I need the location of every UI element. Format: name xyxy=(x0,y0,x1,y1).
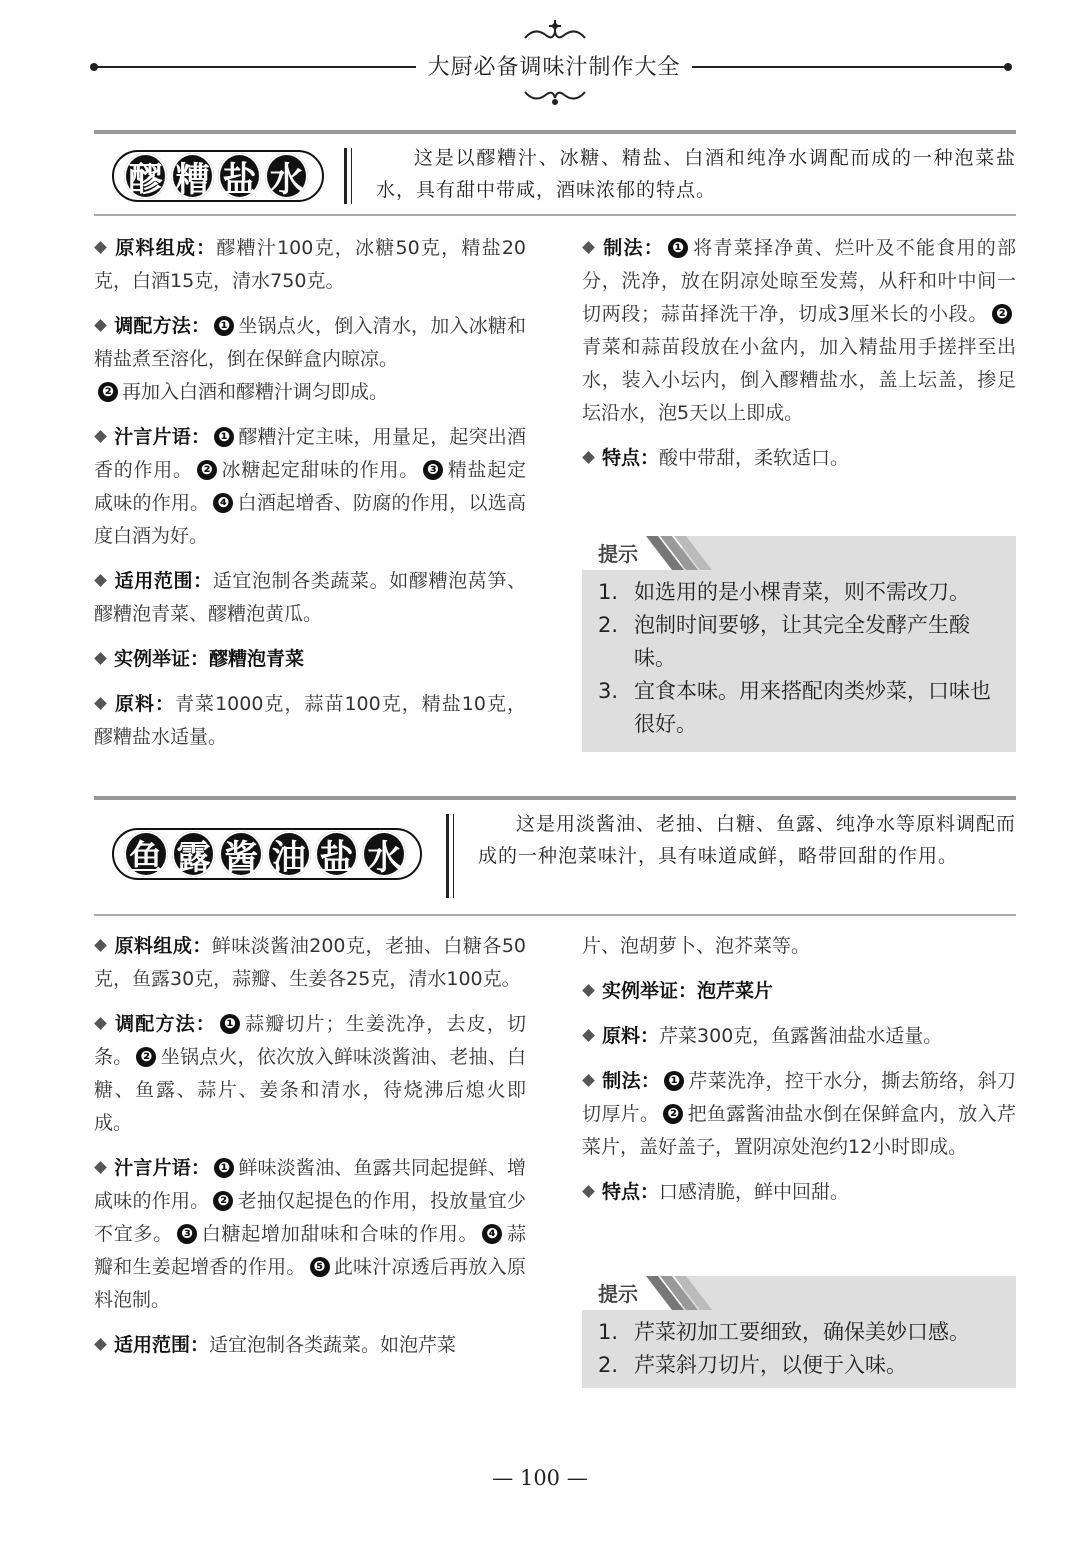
tip-stripes-icon xyxy=(646,1276,716,1310)
section1-top-rule xyxy=(94,130,1016,134)
feature-text: 口感清脆，鲜中回甜。 xyxy=(659,1181,850,1203)
notes-label: 汁言片语： xyxy=(114,1157,211,1179)
diamond-bullet-icon xyxy=(94,940,108,952)
step-number-icon: ❶ xyxy=(664,1071,684,1091)
note-1: 醪糟汁定主味，用量足，起突出酒香的作用。 xyxy=(94,426,526,481)
tip-text: 宜食本味。用来搭配肉类炒菜，口味也很好。 xyxy=(634,679,991,736)
tip-text: 芹菜初加工要细致，确保美妙口感。 xyxy=(634,1320,970,1344)
step-number-icon: ❶ xyxy=(214,427,234,447)
tip-number: 1. xyxy=(598,1320,619,1344)
title-char: 水 xyxy=(362,831,406,877)
note-3: 精盐起定咸味的作用。 xyxy=(94,459,526,514)
diamond-bullet-icon xyxy=(582,1075,596,1087)
notes-paragraph xyxy=(94,421,526,553)
tip-number: 3. xyxy=(598,679,619,703)
diamond-bullet-icon xyxy=(94,698,108,710)
step-number-icon: ❷ xyxy=(992,304,1012,324)
note-2: 冰糖起定甜味的作用。 xyxy=(220,459,419,481)
example-paragraph xyxy=(94,643,526,676)
raw-label: 原料： xyxy=(114,693,176,715)
tip-number: 1. xyxy=(598,580,619,604)
tip-item xyxy=(598,675,1002,741)
section2-divider xyxy=(446,814,449,898)
scope-paragraph xyxy=(94,565,526,631)
tip-label: 提示 xyxy=(598,1282,638,1306)
steps-label: 制法： xyxy=(602,237,664,259)
diamond-bullet-icon xyxy=(582,1030,596,1042)
tip-item xyxy=(598,1349,1002,1382)
header-title: 大厨必备调味汁制作大全 xyxy=(427,55,681,80)
raw-paragraph xyxy=(582,1020,1016,1053)
steps-paragraph xyxy=(582,232,1016,430)
header-rule-left xyxy=(94,66,416,68)
diamond-bullet-icon xyxy=(582,985,596,997)
diamond-bullet-icon xyxy=(94,1339,108,1351)
title-char: 盐 xyxy=(218,153,261,199)
tip-number: 2. xyxy=(598,613,619,637)
step-number-icon: ❹ xyxy=(482,1224,502,1244)
tip-stripes-icon xyxy=(646,536,716,570)
step-number-icon: ❷ xyxy=(213,1191,233,1211)
raw-label: 原料： xyxy=(602,1025,660,1047)
step-number-icon: ❸ xyxy=(423,460,443,480)
ingredients-paragraph xyxy=(94,930,526,996)
step-number-icon: ❶ xyxy=(214,1158,234,1178)
ingredients-label: 原料组成： xyxy=(114,237,217,259)
notes-label: 汁言片语： xyxy=(114,426,211,448)
step-number-icon: ❹ xyxy=(213,493,233,513)
steps-label: 制法： xyxy=(602,1070,661,1092)
title-char: 露 xyxy=(172,831,216,877)
tip-item xyxy=(598,576,1002,609)
diamond-bullet-icon xyxy=(94,242,108,254)
title-char: 油 xyxy=(267,831,311,877)
note-5: 此味汁凉透后再放入原料泡制。 xyxy=(94,1256,526,1311)
section2-right-column xyxy=(582,930,1016,1221)
scope-label: 适用范围： xyxy=(114,1334,210,1356)
scope-text: 适宜泡制各类蔬菜。如醪糟泡莴笋、醪糟泡青菜、醪糟泡黄瓜。 xyxy=(94,570,526,625)
method-paragraph xyxy=(94,1008,526,1140)
step-number-icon: ❶ xyxy=(214,316,234,336)
section1-divider-thin xyxy=(351,148,352,204)
step-1: 芹菜洗净，控干水分，撕去筋络，斜刀切厚片。 xyxy=(582,1070,1016,1125)
scope-label: 适用范围： xyxy=(114,570,213,592)
example-text: 醪糟泡青菜 xyxy=(209,648,305,670)
diamond-bullet-icon xyxy=(94,431,108,443)
section1-right-column xyxy=(582,232,1016,487)
scope-paragraph xyxy=(94,1329,526,1362)
diamond-bullet-icon xyxy=(94,320,108,332)
ingredients-paragraph xyxy=(94,232,526,298)
method-label: 调配方法： xyxy=(114,315,211,337)
section1-intro: 这是以醪糟汁、冰糖、精盐、白酒和纯净水调配而成的一种泡菜盐水，具有甜中带咸，酒味浓郁的特点。 xyxy=(376,147,1016,201)
section1-tip-box xyxy=(582,536,1016,752)
title-char: 鱼 xyxy=(124,831,168,877)
section1-bottom-rule xyxy=(94,214,1016,216)
tip-number: 2. xyxy=(598,1353,619,1377)
header-ornament-bottom xyxy=(515,84,595,112)
title-char: 水 xyxy=(265,153,308,199)
example-text: 泡芹菜片 xyxy=(697,980,774,1002)
section2-divider-thin xyxy=(453,814,454,898)
method-step-2: 再加入白酒和醪糟汁调匀即成。 xyxy=(122,381,389,403)
step-number-icon: ❸ xyxy=(177,1224,197,1244)
diamond-bullet-icon xyxy=(582,452,596,464)
tip-list xyxy=(598,1316,1002,1382)
feature-paragraph xyxy=(582,1176,1016,1209)
example-label: 实例举证： xyxy=(602,980,698,1002)
raw-paragraph xyxy=(94,688,526,754)
method-step-1: 坐锅点火，倒入清水，加入冰糖和精盐煮至溶化，倒在保鲜盒内晾凉。 xyxy=(94,315,526,370)
diamond-bullet-icon xyxy=(94,653,108,665)
header-dot-right xyxy=(1004,63,1012,71)
section2-top-rule xyxy=(94,796,1016,800)
title-char: 盐 xyxy=(315,831,359,877)
title-char: 糟 xyxy=(171,153,214,199)
step-number-icon: ❶ xyxy=(668,238,688,258)
step-number-icon: ❷ xyxy=(136,1047,156,1067)
tip-text: 芹菜斜刀切片，以便于入味。 xyxy=(634,1353,907,1377)
step-number-icon: ❷ xyxy=(197,460,217,480)
section2-left-column xyxy=(94,930,526,1374)
step-number-icon: ❺ xyxy=(310,1257,330,1277)
raw-text: 芹菜300克，鱼露酱油盐水适量。 xyxy=(659,1025,943,1047)
section1-left-column xyxy=(94,232,526,766)
title-char: 酱 xyxy=(219,831,263,877)
step-number-icon: ❷ xyxy=(663,1104,683,1124)
section2-intro: 这是用淡酱油、老抽、白糖、鱼露、纯净水等原料调配而成的一种泡菜味汁，具有味道咸鲜，略带回甜的作用。 xyxy=(478,813,1017,867)
step-number-icon: ❶ xyxy=(220,1014,240,1034)
step-number-icon: ❷ xyxy=(98,382,118,402)
diamond-bullet-icon xyxy=(582,242,596,254)
scope-text: 适宜泡制各类蔬菜。如泡芹菜 xyxy=(209,1334,457,1356)
page-number: — 100 — xyxy=(492,1466,588,1490)
note-3: 白糖起增加甜味和合味的作用。 xyxy=(201,1223,479,1245)
section2-bottom-rule xyxy=(94,914,1016,916)
method-step-2: 坐锅点火，依次放入鲜味淡酱油、老抽、白糖、鱼露、蒜片、姜条和清水，待烧沸后熄火即成。 xyxy=(94,1046,526,1134)
feature-paragraph xyxy=(582,442,1016,475)
step-2: 青菜和蒜苗段放在小盆内，加入精盐用手搓拌至出水，装入小坛内，倒入醪糟盐水，盖上坛盖，掺足坛沿水，泡5天以上即成。 xyxy=(582,336,1016,424)
raw-text: 青菜1000克，蒜苗100克，精盐10克，醪糟盐水适量。 xyxy=(94,693,526,748)
diamond-bullet-icon xyxy=(94,1018,108,1030)
notes-paragraph xyxy=(94,1152,526,1317)
section1-divider xyxy=(344,148,347,204)
diamond-bullet-icon xyxy=(94,575,108,587)
method-label: 调配方法： xyxy=(114,1013,216,1035)
title-char: 醪 xyxy=(124,153,167,199)
tip-text: 泡制时间要够，让其完全发酵产生酸味。 xyxy=(634,613,970,670)
header-rule-right xyxy=(692,66,1008,68)
section2-tip-box xyxy=(582,1276,1016,1388)
tip-text: 如选用的是小棵青菜，则不需改刀。 xyxy=(634,580,970,604)
tip-item xyxy=(598,609,1002,675)
ingredients-text: 醪糟汁100克，冰糖50克，精盐20克，白酒15克，清水750克。 xyxy=(94,237,526,292)
diamond-bullet-icon xyxy=(94,1162,108,1174)
steps-paragraph xyxy=(582,1065,1016,1164)
method-step-1: 蒜瓣切片；生姜洗净，去皮，切条。 xyxy=(94,1013,526,1068)
ingredients-text: 鲜味淡酱油200克，老抽、白糖各50克，鱼露30克，蒜瓣、生姜各25克，清水100克。 xyxy=(94,935,526,990)
note-1: 鲜味淡酱油、鱼露共同起提鲜、增咸味的作用。 xyxy=(94,1157,526,1212)
note-2: 老抽仅起提色的作用，投放量宜少不宜多。 xyxy=(94,1190,526,1245)
section2-title-badge xyxy=(112,828,422,880)
feature-text: 酸中带甜，柔软适口。 xyxy=(659,447,850,469)
header-ornament-top xyxy=(515,18,595,46)
tip-item xyxy=(598,1316,1002,1349)
step-2: 把鱼露酱油盐水倒在保鲜盒内，放入芹菜片，盖好盖子，置阴凉处泡约12小时即成。 xyxy=(582,1103,1016,1158)
note-4: 白酒起增香、防腐的作用，以选高度白酒为好。 xyxy=(94,492,526,547)
scope-continued: 片、泡胡萝卜、泡芥菜等。 xyxy=(582,935,811,957)
feature-label: 特点： xyxy=(602,1181,660,1203)
ingredients-label: 原料组成： xyxy=(114,935,212,957)
example-label: 实例举证： xyxy=(114,648,210,670)
step-1: 将青菜择净黄、烂叶及不能食用的部分，洗净，放在阴凉处晾至发蔫，从秆和叶中间一切两段；蒜苗择洗干净，切成3厘米长的小段。 xyxy=(582,237,1016,325)
tip-label: 提示 xyxy=(598,542,638,566)
example-paragraph xyxy=(582,975,1016,1008)
section1-title-badge xyxy=(112,150,324,202)
note-4: 蒜瓣和生姜起增香的作用。 xyxy=(94,1223,526,1278)
feature-label: 特点： xyxy=(602,447,660,469)
diamond-bullet-icon xyxy=(582,1186,596,1198)
method-paragraph xyxy=(94,310,526,409)
tip-list xyxy=(598,576,1002,741)
